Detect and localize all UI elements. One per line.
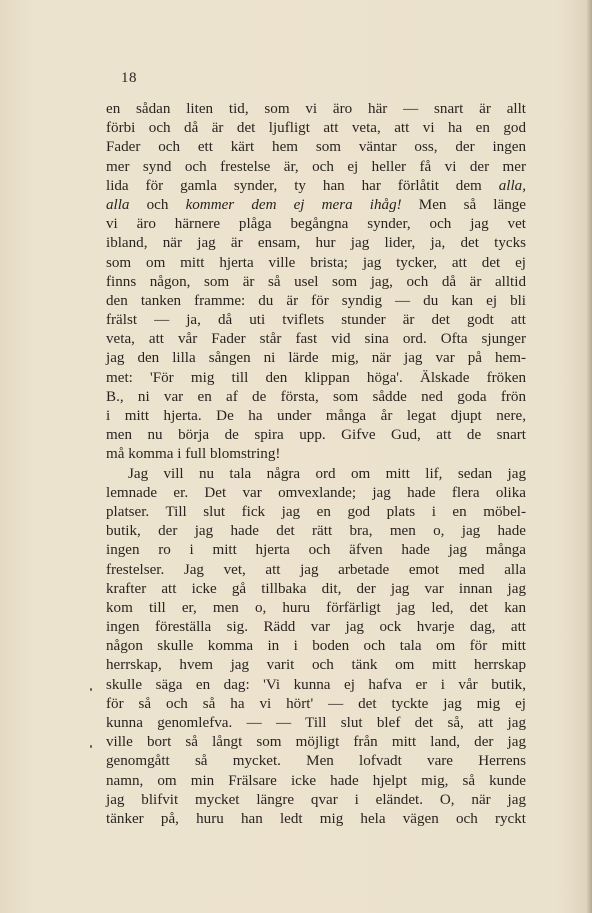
text-line: mer synd och frestelse är, och ej heller få vi der mer bbox=[106, 158, 526, 175]
text-line: met: 'För mig till den klippan höga'. Älskade fröken bbox=[106, 369, 526, 386]
text-line: tänker på, huru han ledt mig hela vägen och ryckt bbox=[106, 810, 526, 827]
ink-speck bbox=[90, 745, 92, 748]
text-line: alla och kommer dem ej mera ihåg! Men så länge bbox=[106, 196, 526, 213]
text-line: platser. Till slut fick jag en god plats i en möbel- bbox=[106, 503, 526, 520]
text-line: den tanken framme: du är för syndig — du kan ej bli bbox=[106, 292, 526, 309]
text-line: en sådan liten tid, som vi äro här — snart är allt bbox=[106, 101, 526, 117]
page-number: 18 bbox=[121, 70, 137, 86]
text-line: finns någon, som är så usel som jag, och då är alltid bbox=[106, 273, 526, 290]
text-line: ingen föreställa sig. Rädd var jag ock hvarje dag, att bbox=[106, 619, 526, 636]
text-line: men nu börja de spira upp. Gifve Gud, att de snart bbox=[106, 427, 526, 444]
text-line: Fader och ett kärt hem som väntar oss, der ingen bbox=[106, 139, 526, 156]
text-line: Jag vill nu tala några ord om mitt lif, sedan jag bbox=[128, 465, 526, 482]
text-line: förbi och då är det ljufligt att veta, att vi ha en god bbox=[106, 120, 526, 137]
text-line: ingen ro i mitt hjerta och äfven hade jag många bbox=[106, 542, 526, 559]
text-line: någon skulle komma in i boden och tala om för mitt bbox=[106, 638, 526, 655]
text-line: skulle säga en dag: 'Vi kunna ej hafva er i vår butik, bbox=[106, 676, 526, 693]
text-line: kom till er, men o, huru förfärligt jag led, det kan bbox=[106, 599, 526, 616]
body-text bbox=[106, 100, 526, 829]
text-line: frestelser. Jag vet, att jag arbetade emot med alla bbox=[106, 561, 526, 578]
page-edge-shadow bbox=[586, 0, 592, 913]
text-line: namn, om min Frälsare icke hade hjelpt mig, så kunde bbox=[106, 772, 526, 789]
text-line: ibland, när jag är ensam, hur jag lider, ja, det tycks bbox=[106, 235, 526, 252]
text-line: veta, att vår Fader står fast vid sina ord. Ofta sjunger bbox=[106, 331, 526, 348]
text-line: butik, der jag hade det rätt bra, men o, jag hade bbox=[106, 523, 526, 540]
text-line: lida för gamla synder, ty han har förlåtit dem alla, bbox=[106, 177, 526, 194]
text-line: herrskap, hvem jag varit och tänk om mitt herrskap bbox=[106, 657, 526, 674]
text-line: som om mitt hjerta ville brista; jag tycker, att det ej bbox=[106, 254, 526, 271]
text-line: vi äro härnere plåga begångna synder, och jag vet bbox=[106, 216, 526, 233]
text-line: genomgått så mycket. Men lofvadt vare Herrens bbox=[106, 753, 526, 770]
text-line: krafter att icke gå tillbaka dit, der jag var innan jag bbox=[106, 580, 526, 597]
text-line: frälst — ja, då uti tviflets stunder är det godt att bbox=[106, 312, 526, 329]
text-line: må komma i full blomstring! bbox=[106, 446, 281, 463]
text-line: jag den lilla sången ni lärde mig, när jag var på hem- bbox=[106, 350, 526, 367]
ink-speck bbox=[90, 688, 92, 691]
text-line: B., ni var en af de första, som sådde ned goda frön bbox=[106, 388, 526, 405]
text-line: i mitt hjerta. De ha under många år legat djupt nere, bbox=[106, 408, 526, 424]
text-line: kunna genomlefva. — — Till slut blef det så, att jag bbox=[106, 715, 526, 731]
text-line: lemnade er. Det var omvexlande; jag hade flera olika bbox=[106, 484, 526, 501]
text-line: ville bort så långt som möjligt från mitt land, der jag bbox=[106, 734, 526, 751]
text-line: jag blifvit mycket längre qvar i eländet. O, när jag bbox=[106, 791, 526, 808]
text-line: för så och så ha vi hört' — det tyckte jag mig ej bbox=[106, 695, 526, 712]
